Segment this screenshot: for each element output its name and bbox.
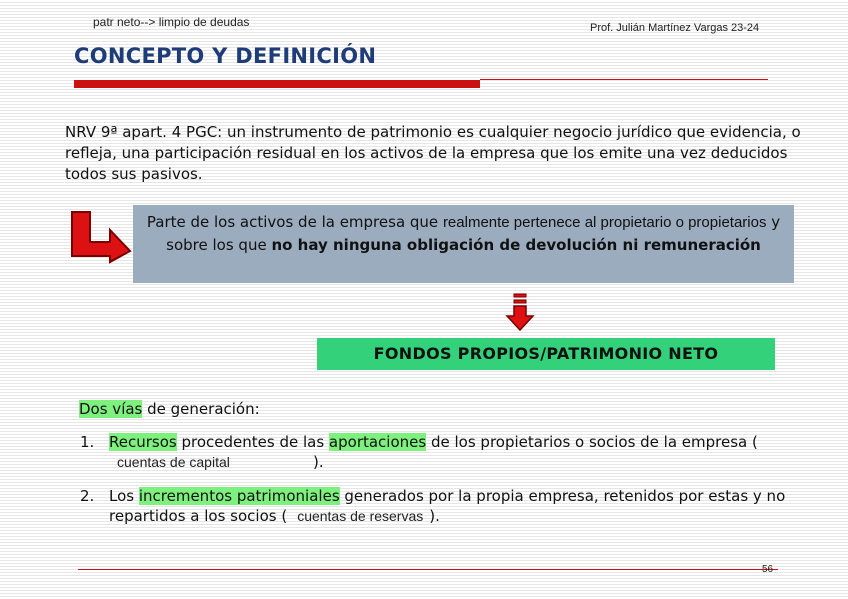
definition-box bbox=[133, 205, 794, 283]
page-number: 56 bbox=[762, 564, 774, 575]
list-item-text bbox=[109, 486, 795, 526]
down-arrow-icon bbox=[505, 292, 535, 332]
list-item bbox=[80, 432, 795, 472]
slide-note: patr neto--> limpio de deudas bbox=[93, 15, 250, 29]
item-text: ). bbox=[429, 507, 440, 525]
title-underline-bar bbox=[74, 80, 480, 88]
item-text: generados por la propia empresa, retenidos por estas y no repartidos a los socios ( bbox=[109, 487, 786, 525]
list-item-number: 1. bbox=[80, 433, 95, 451]
dos-vias-heading bbox=[79, 400, 260, 418]
nrv-definition: NRV 9ª apart. 4 PGC: un instrumento de patrimonio es cualquier negocio jurídico que evidencia, o refleja, una participación residual en los activos de la empresa que los emite una vez deducidos todos sus pasivos. bbox=[65, 123, 801, 183]
highlight-incrementos: incrementos patrimoniales bbox=[138, 487, 340, 505]
list-item bbox=[80, 486, 795, 526]
highlight-aportaciones: aportaciones bbox=[328, 433, 427, 451]
item-text: ). bbox=[313, 453, 324, 471]
dos-vias-rest: de generación: bbox=[142, 400, 260, 418]
footer-line bbox=[78, 569, 778, 570]
list-item-text bbox=[109, 432, 795, 472]
account-label: cuentas de reservas bbox=[297, 508, 424, 524]
l-shaped-arrow-icon bbox=[70, 210, 132, 264]
author-credit: Prof. Julián Martínez Vargas 23-24 bbox=[590, 22, 760, 34]
definition-part4: no hay ninguna obligación de devolución ni remuneración bbox=[271, 236, 761, 254]
item-text: de los propietarios o socios de la empresa ( bbox=[426, 433, 758, 451]
definition-part1: Parte de los activos de la empresa que bbox=[146, 213, 443, 231]
definition-part3: y sobre los que bbox=[166, 213, 781, 254]
definition-part2: realmente pertenece al propietario o propietarios bbox=[442, 214, 767, 231]
item-text: Los bbox=[109, 487, 139, 505]
dos-vias-highlight: Dos vías bbox=[79, 400, 143, 418]
result-box: FONDOS PROPIOS/PATRIMONIO NETO bbox=[317, 338, 775, 370]
item-text: procedentes de las bbox=[176, 433, 329, 451]
slide-title: CONCEPTO Y DEFINICIÓN bbox=[74, 44, 377, 68]
account-label: cuentas de capital bbox=[117, 454, 230, 470]
title-underline-line bbox=[480, 79, 768, 80]
highlight-recursos: Recursos bbox=[109, 433, 177, 451]
list-item-number: 2. bbox=[80, 487, 95, 505]
